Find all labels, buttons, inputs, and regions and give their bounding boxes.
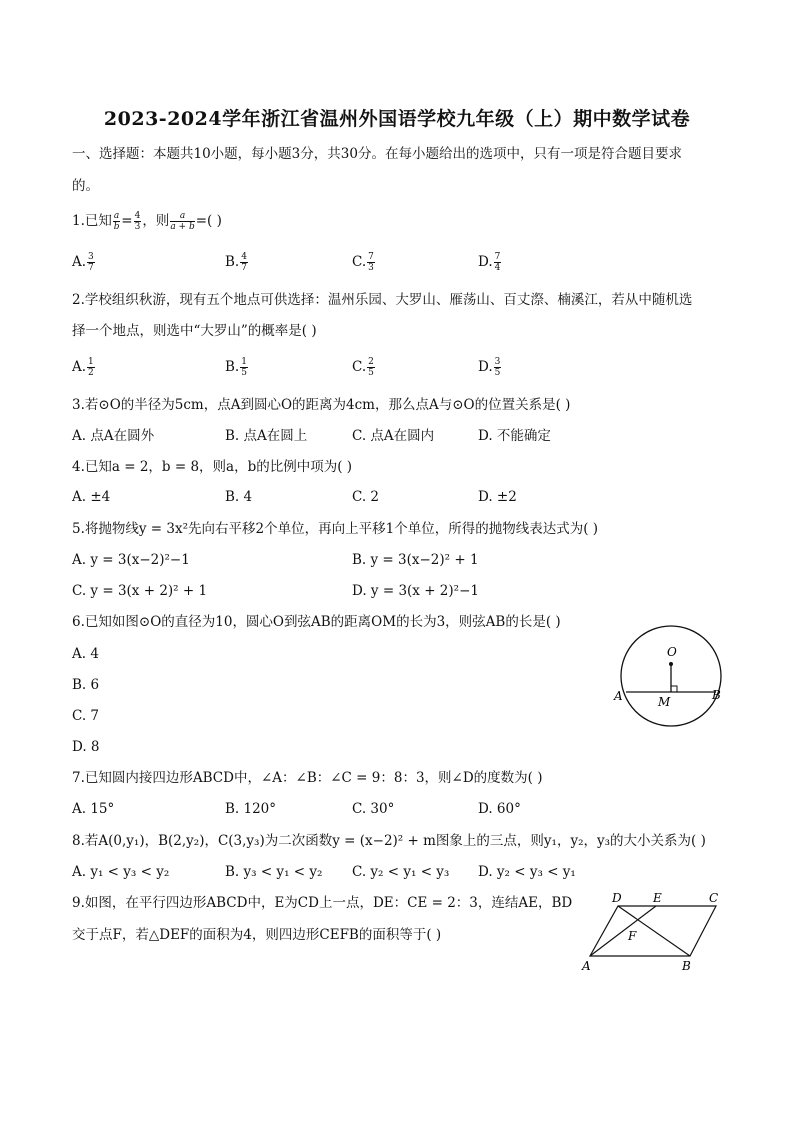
center-point <box>669 662 673 666</box>
question-5: 5.将抛物线y = 3x²先向右平移2个单位，再向上平移1个单位，所得的抛物线表达式为( ) <box>72 521 599 537</box>
page-title: 2023-2024学年浙江省温州外国语学校九年级（上）期中数学试卷 <box>103 108 691 130</box>
q4-option-c: C. 2 <box>352 489 380 505</box>
q2-option-d: D. $\frac{3}{5}$ <box>478 357 501 378</box>
q8-option-d: D. y₂ < y₃ < y₁ <box>478 864 576 880</box>
question-9-line2: 交于点F，若△DEF的面积为4，则四边形CEFB的面积等于( ) <box>72 927 442 943</box>
q1-option-a: A. $\frac{3}{7}$ <box>72 252 94 273</box>
q3-option-d: D. 不能确定 <box>478 428 551 444</box>
q2-option-a: A. $\frac{1}{2}$ <box>72 357 94 378</box>
q9-parallelogram-figure <box>576 890 726 978</box>
q2-option-c: C. $\frac{2}{5}$ <box>352 357 374 378</box>
q6-option-d: D. 8 <box>72 739 100 755</box>
q1-option-b: B. $\frac{4}{7}$ <box>225 252 247 273</box>
q1-fraction-expr: $\frac{a}{a + b}$ <box>170 211 195 232</box>
label-o: O <box>667 645 677 659</box>
label-d: D <box>612 891 622 905</box>
q8-option-a: A. y₁ < y₃ < y₂ <box>72 864 170 880</box>
label-m: M <box>658 695 671 709</box>
label-b: B <box>682 959 691 973</box>
question-7: 7.已知圆内接四边形ABCD中，∠A：∠B：∠C = 9：8：3，则∠D的度数为( ) <box>72 770 543 786</box>
q6-option-b: B. 6 <box>72 677 100 693</box>
right-angle-mark <box>671 686 677 692</box>
q5-option-b: B. y = 3(x−2)² + 1 <box>352 552 479 568</box>
question-2-line1: 2.学校组织秋游，现有五个地点可供选择：温州乐园、大罗山、雁荡山、百丈漈、楠溪江，若从中随机选 <box>72 292 693 308</box>
label-f: F <box>628 929 637 943</box>
question-3: 3.若⊙O的半径为5cm，点A到圆心O的距离为4cm，那么点A与⊙O的位置关系是( ) <box>72 397 571 413</box>
q7-option-a: A. 15° <box>72 801 115 817</box>
q1-prefix: 1.已知 <box>72 213 112 229</box>
label-a: A <box>614 689 623 703</box>
section-instructions-line2: 的。 <box>72 178 99 194</box>
q6-circle-figure <box>610 612 732 742</box>
label-e: E <box>653 891 662 905</box>
q3-option-b: B. 点A在圆上 <box>225 428 308 444</box>
q4-option-d: D. ±2 <box>478 489 517 505</box>
q3-option-a: A. 点A在圆外 <box>72 428 155 444</box>
q1-fraction-a-over-b: $\frac{a}{b}$ <box>113 211 120 232</box>
q7-option-b: B. 120° <box>225 801 277 817</box>
q4-option-a: A. ±4 <box>72 489 111 505</box>
question-2-line2: 择一个地点，则选中“大罗山”的概率是( ) <box>72 323 317 339</box>
label-c: C <box>709 891 719 905</box>
q7-option-d: D. 60° <box>478 801 521 817</box>
q6-option-a: A. 4 <box>72 646 99 662</box>
q7-option-c: C. 30° <box>352 801 395 817</box>
q6-option-c: C. 7 <box>72 708 100 724</box>
q5-option-d: D. y = 3(x + 2)²−1 <box>352 583 479 599</box>
q5-option-a: A. y = 3(x−2)²−1 <box>72 552 190 568</box>
q4-option-b: B. 4 <box>225 489 253 505</box>
question-1: 1.已知 $\frac{a}{b}$ = $\frac{4}{3}$ ，则 $\frac{a}{a + b}$ =( ) <box>72 211 222 232</box>
q1-option-c: C. $\frac{7}{3}$ <box>352 252 374 273</box>
q8-option-c: C. y₂ < y₁ < y₃ <box>352 864 450 880</box>
label-b: B <box>712 688 721 702</box>
q8-option-b: B. y₃ < y₁ < y₂ <box>225 864 323 880</box>
section-instructions-line1: 一、选择题：本题共10小题，每小题3分，共30分。在每小题给出的选项中，只有一项是符合题目要求 <box>72 146 682 162</box>
question-8: 8.若A(0,y₁)，B(2,y₂)，C(3,y₃)为二次函数y = (x−2)² + m图象上的三点，则y₁，y₂，y₃的大小关系为( ) <box>72 833 706 849</box>
segment-ae <box>590 906 656 956</box>
q5-option-c: C. y = 3(x + 2)² + 1 <box>72 583 208 599</box>
question-6: 6.已知如图⊙O的直径为10，圆心O到弦AB的距离OM的长为3，则弦AB的长是( ) <box>72 614 561 630</box>
question-9-line1: 9.如图，在平行四边形ABCD中，E为CD上一点，DE：CE = 2：3，连结AE，BD <box>72 895 573 911</box>
question-4: 4.已知a = 2，b = 8，则a，b的比例中项为( ) <box>72 459 353 475</box>
q1-fraction-4-over-3: $\frac{4}{3}$ <box>134 211 141 232</box>
q3-option-c: C. 点A在圆内 <box>352 428 435 444</box>
q1-option-d: D. $\frac{7}{4}$ <box>478 252 501 273</box>
q2-option-b: B. $\frac{1}{5}$ <box>225 357 247 378</box>
label-a: A <box>582 959 591 973</box>
